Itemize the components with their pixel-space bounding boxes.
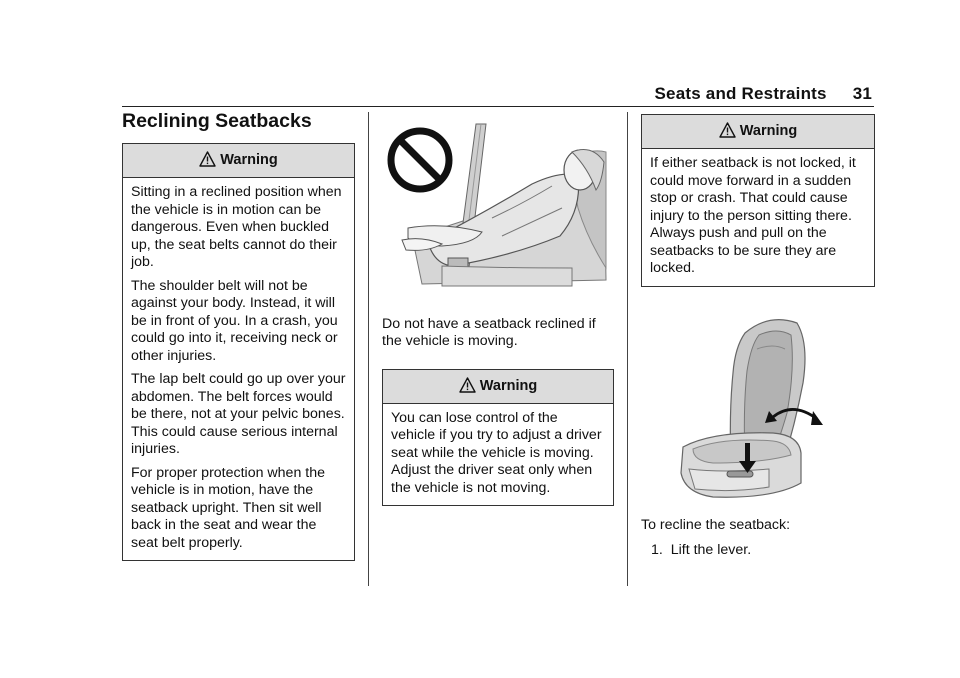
warning-box-2 [382, 369, 614, 507]
warning-body [383, 404, 613, 506]
warning-header [642, 115, 874, 149]
column-2 [382, 118, 614, 506]
warning-label: Warning [479, 377, 538, 394]
header-rule [122, 106, 874, 107]
instruction-intro: To recline the seatback: [641, 516, 791, 533]
warning-body [642, 149, 874, 286]
warning-box-1 [122, 143, 355, 561]
section-title: Reclining Seatbacks [122, 110, 312, 132]
warning-paragraph: The lap belt could go up over your abdomen. The belt forces would be there, not at your pelvic bones. This could cause serious internal injuries. [131, 371, 346, 457]
warning-paragraph: For proper protection when the vehicle is in motion, have the seatback upright. Then sit well back in the seat and wear the seat belt properly. [131, 464, 326, 551]
column-3 [641, 114, 875, 560]
seat-recline-illustration [673, 313, 843, 505]
prohibition-icon [391, 131, 449, 189]
warning-paragraph: You can lose control of the vehicle if you try to adjust a driver seat while the vehicle is moving. Adjust the driver seat only when the vehicle is not moving. [391, 409, 602, 496]
page-number: 31 [852, 84, 872, 103]
image-caption: Do not have a seatback reclined if the vehicle is moving. [382, 315, 596, 349]
warning-triangle-icon [199, 151, 216, 167]
column-divider-1 [368, 112, 369, 586]
warning-header [383, 370, 613, 404]
warning-paragraph: Sitting in a reclined position when the vehicle is in motion can be dangerous. Even when buckled up, the seat belts cannot do their job. [131, 184, 342, 270]
warning-header [123, 144, 354, 178]
warning-paragraph: The shoulder belt will not be against your body. Instead, it will be in front of you. In a crash, you could go into it, receiving neck or other injuries. [131, 277, 338, 364]
instruction-step: 1. Lift the lever. [651, 542, 752, 558]
warning-label: Warning [220, 152, 278, 168]
warning-triangle-icon [459, 377, 476, 393]
reclined-passenger-illustration [382, 118, 608, 290]
warning-paragraph: If either seatback is not locked, it could move forward in a sudden stop or crash. That could cause injury to the person sitting there. Always push and pull on the seatbacks to be sure they are locked. [650, 155, 856, 276]
warning-body [123, 178, 354, 560]
warning-box-3 [641, 114, 875, 287]
column-divider-2 [627, 112, 628, 586]
running-header [655, 84, 873, 104]
section-name: Seats and Restraints [654, 84, 827, 103]
warning-label: Warning [739, 123, 798, 139]
warning-triangle-icon [719, 122, 736, 138]
